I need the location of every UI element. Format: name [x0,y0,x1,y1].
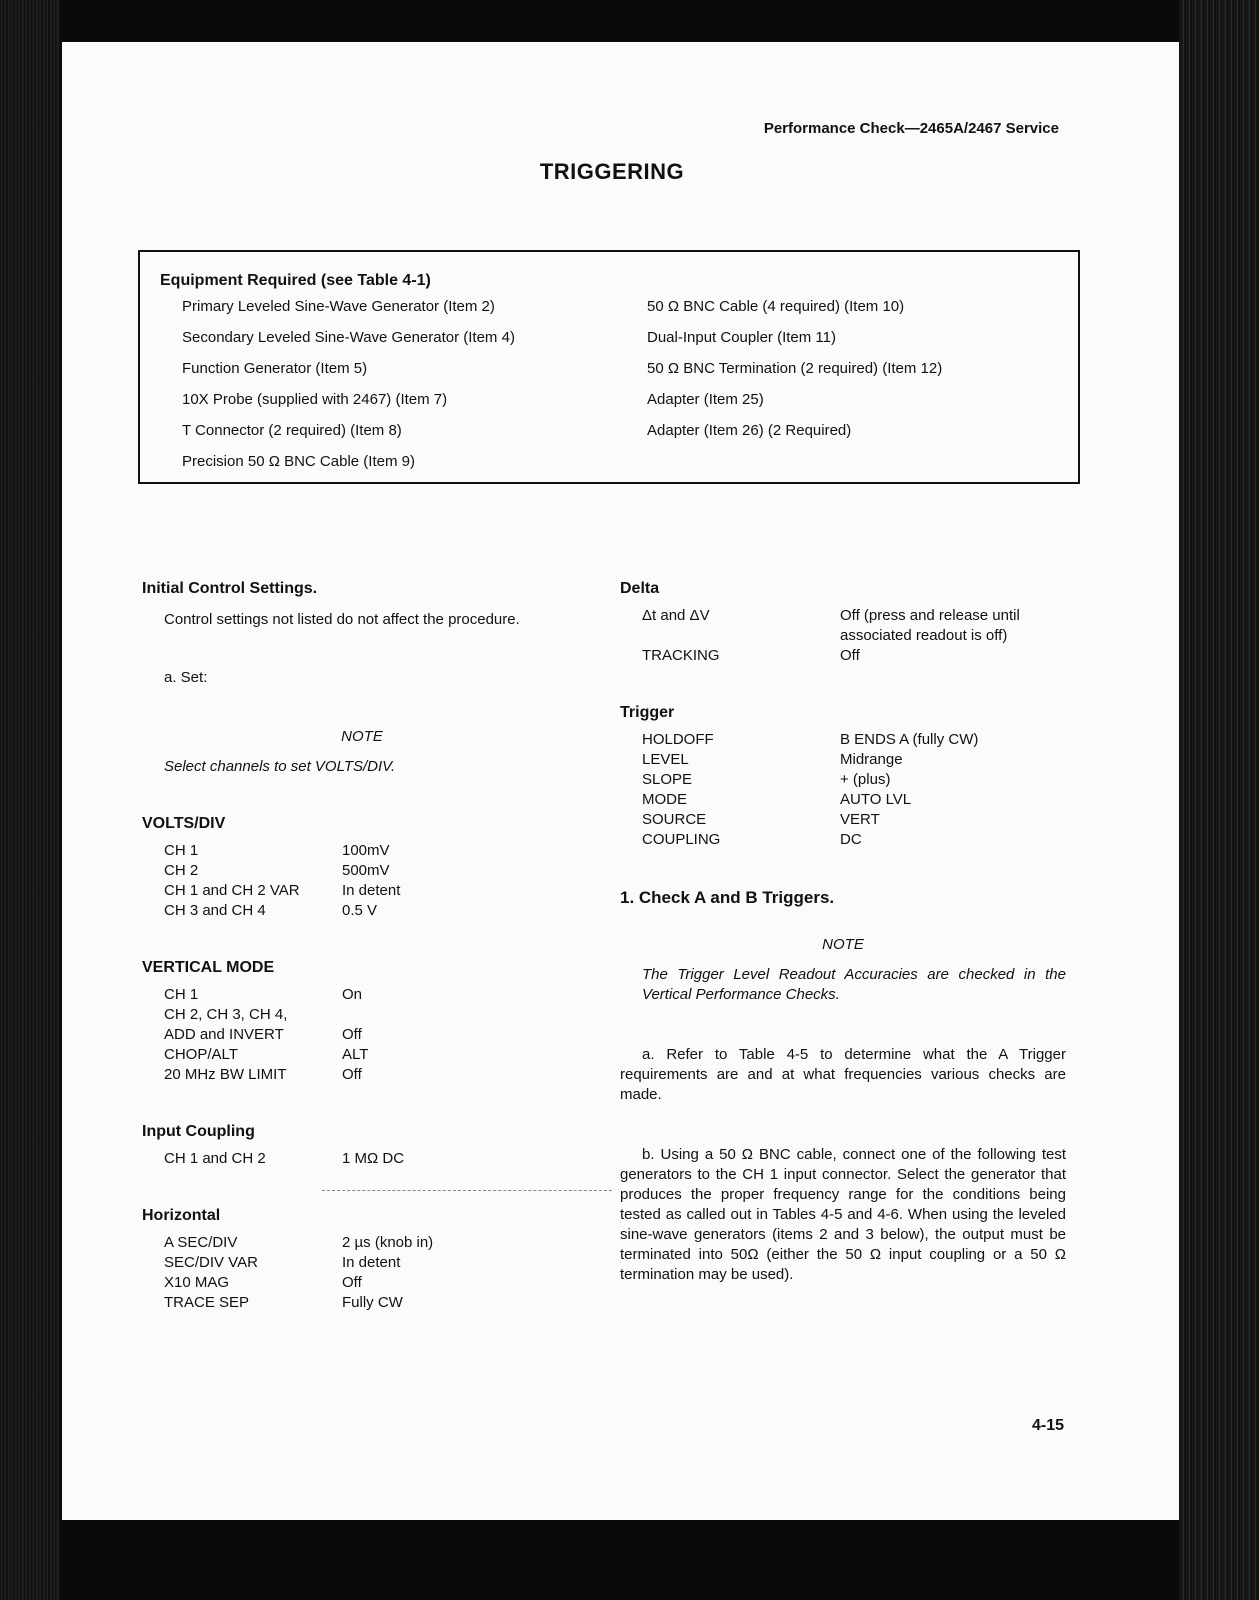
setting-value: In detent [342,1254,401,1271]
delta-settings [620,606,1066,666]
setting-name: TRACKING [642,647,720,664]
page-number: 4-15 [1031,1417,1064,1434]
equipment-item: Secondary Leveled Sine-Wave Generator (Item 4) [182,329,515,346]
equipment-item: 10X Probe (supplied with 2467) (Item 7) [182,391,448,408]
equipment-item: Adapter (Item 26) (2 Required) [647,422,852,439]
horizontal-settings [142,1233,612,1313]
equipment-item: Dual-Input Coupler (Item 11) [647,329,836,346]
check-heading: 1. Check A and B Triggers. [620,888,835,907]
setting-name: CH 1 [164,842,199,859]
initial-settings-heading: Initial Control Settings. [142,580,318,597]
setting-value: 100mV [342,842,390,859]
setting-name: LEVEL [642,751,689,768]
setting-value: On [342,986,363,1003]
setting-row [142,841,612,861]
page-title: TRIGGERING [539,159,685,184]
setting-row [142,1045,612,1065]
setting-row [620,790,1066,810]
setting-value: ALT [342,1046,369,1063]
running-head: Performance Check—2465A/2467 Service [763,120,1059,137]
setting-value: AUTO LVL [840,791,912,808]
setting-row [142,1005,612,1025]
setting-name: COUPLING [642,831,721,848]
setting-name: SEC/DIV VAR [164,1254,258,1271]
equipment-item: 50 Ω BNC Cable (4 required) (Item 10) [647,298,905,315]
equipment-item: Function Generator (Item 5) [182,360,368,377]
setting-row [142,985,612,1005]
setting-value: 0.5 V [342,902,378,919]
setting-row [142,1149,612,1169]
setting-row [142,861,612,881]
input-coupling-settings [142,1149,612,1169]
setting-name: SOURCE [642,811,707,828]
equipment-item: Adapter (Item 25) [647,391,764,408]
setting-row [142,1273,612,1293]
setting-name: A SEC/DIV [164,1234,238,1251]
volts-div-heading: VOLTS/DIV [142,815,226,832]
setting-name: TRACE SEP [164,1294,250,1311]
input-coupling-heading: Input Coupling [142,1123,255,1140]
note-text: The Trigger Level Readout Accuracies are checked in the Vertical Performance Checks. [642,966,1066,1003]
trigger-settings [620,730,1066,850]
setting-value: Off [342,1274,362,1291]
setting-row [142,881,612,901]
setting-row [620,606,1066,646]
note-title: NOTE [822,936,864,953]
trigger-heading: Trigger [620,704,675,721]
note-title: NOTE [341,728,383,745]
equipment-item: T Connector (2 required) (Item 8) [182,422,402,439]
setting-row [142,1233,612,1253]
setting-name: HOLDOFF [642,731,714,748]
equipment-item: Primary Leveled Sine-Wave Generator (Item 2) [182,298,495,315]
left-column [142,580,612,1313]
setting-name: X10 MAG [164,1274,230,1291]
vertical-mode-settings [142,985,612,1085]
equipment-list-right [647,297,942,452]
setting-row [620,646,1066,666]
setting-name: CH 2 [164,862,199,879]
setting-value: 1 MΩ DC [342,1150,405,1167]
volts-div-settings [142,841,612,921]
note-text: Select channels to set VOLTS/DIV. [164,758,396,775]
setting-value [342,1005,612,1025]
setting-value: Off [840,647,860,664]
initial-settings-text: Control settings not listed do not affect the procedure. [164,611,520,628]
setting-value: DC [840,831,862,848]
step-b: b. Using a 50 Ω BNC cable, connect one of the following test generators to the CH 1 input connector. Select the generator that produces the proper frequency range for the conditions being tested as called out in Tables 4-5 and 4-6. When using the leveled sine-wave generators (items 2 and 3 below), the output must be terminated into 50Ω (either the 50 Ω input coupling or a 50 Ω termination may be used). [620,1146,1066,1283]
scan-edge-left [0,0,60,1600]
setting-row [142,1253,612,1273]
setting-name: Δt and ΔV [642,607,710,624]
setting-name: CH 2, CH 3, CH 4, [164,1006,288,1023]
setting-row [620,770,1066,790]
set-step: a. Set: [164,669,208,686]
setting-value: VERT [840,811,880,828]
setting-row [620,810,1066,830]
document-page [62,42,1179,1520]
setting-value: In detent [342,882,401,899]
equipment-heading: Equipment Required (see Table 4-1) [160,272,431,289]
equipment-item: Precision 50 Ω BNC Cable (Item 9) [182,453,415,470]
setting-value: 500mV [342,862,390,879]
equipment-list-left [182,297,515,483]
setting-value: Midrange [840,751,903,768]
equipment-required-box [138,250,1080,484]
setting-row [620,830,1066,850]
setting-row [142,1293,612,1313]
setting-name: CH 1 [164,986,199,1003]
scan-edge-right [1179,0,1259,1600]
step-a: a. Refer to Table 4-5 to determine what the A Trigger requirements are and at what frequencies various checks are made. [620,1046,1066,1103]
setting-name: CH 1 and CH 2 [164,1150,266,1167]
setting-value: + (plus) [840,771,891,788]
scan-artifact-dashes [322,1190,612,1191]
setting-value: Off [342,1026,362,1043]
setting-name: SLOPE [642,771,693,788]
setting-row [620,730,1066,750]
horizontal-heading: Horizontal [142,1207,221,1224]
setting-value: 2 µs (knob in) [342,1234,434,1251]
setting-name: CH 3 and CH 4 [164,902,266,919]
setting-name: MODE [642,791,687,808]
setting-row [142,1065,612,1085]
equipment-item: 50 Ω BNC Termination (2 required) (Item 12) [647,360,943,377]
setting-name: CHOP/ALT [164,1046,238,1063]
right-column [620,580,1066,1285]
setting-row [620,750,1066,770]
setting-name: ADD and INVERT [164,1026,284,1043]
setting-value: Fully CW [342,1294,403,1311]
setting-value: B ENDS A (fully CW) [840,731,979,748]
setting-name: 20 MHz BW LIMIT [164,1066,287,1083]
setting-value: Off (press and release until associated readout is off) [840,607,1020,644]
setting-row [142,1025,612,1045]
delta-heading: Delta [620,580,660,597]
setting-value: Off [342,1066,362,1083]
setting-row [142,901,612,921]
setting-name: CH 1 and CH 2 VAR [164,882,300,899]
vertical-mode-heading: VERTICAL MODE [142,959,275,976]
